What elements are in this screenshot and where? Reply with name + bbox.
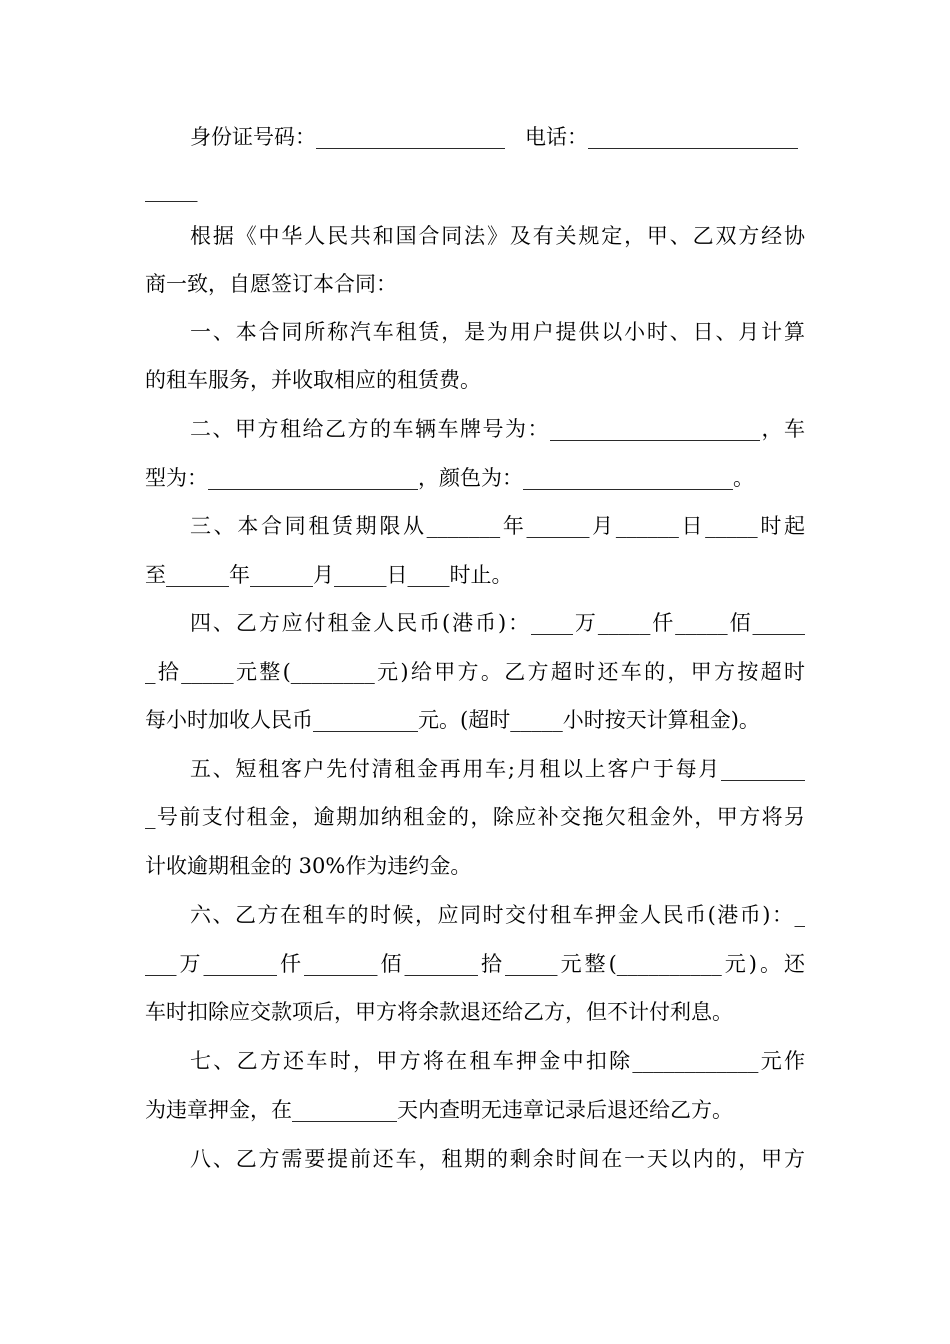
clause-5-line-3: 计收逾期租金的 30%作为违约金。	[145, 854, 472, 878]
clause-1-line-2: 的租车服务，并收取相应的租赁费。	[145, 368, 481, 392]
clause-7-line-2: 为违章押金，在__________天内查明无违章记录后退还给乙方。	[145, 1098, 733, 1122]
clause-4-line-2: _拾_____元整(________元)给甲方。乙方超时还车的，甲方按超时	[145, 660, 805, 684]
clause-3-line-2: 至______年______月_____日____时止。	[145, 563, 513, 587]
clause-2-line-2: 型为：____________________，颜色为：____________________。	[145, 466, 754, 490]
clause-6-line-2: ___万_______仟_______佰_______拾_____元整(__________元)。还	[145, 952, 805, 976]
clause-5-line-2: _号前支付租金，逾期加纳租金的，除应补交拖欠租金外，甲方将另	[145, 805, 805, 829]
clause-8-line-1: 八、乙方需要提前还车，租期的剩余时间在一天以内的，甲方	[190, 1147, 805, 1171]
clause-4-line-3: 每小时加收人民币__________元。(超时_____小时按天计算租金)。	[145, 708, 760, 732]
id-phone-line: 身份证号码：__________________ 电话：____________________	[190, 125, 799, 149]
clause-6-line-1: 六、乙方在租车的时候，应同时交付租车押金人民币(港币)：_	[190, 903, 805, 927]
clause-2-line-1: 二、甲方租给乙方的车辆车牌号为：____________________，车	[190, 417, 805, 441]
preamble-line-1: 根据《中华人民共和国合同法》及有关规定，甲、乙双方经协	[190, 224, 805, 248]
phone-blank-continuation: _____	[145, 178, 198, 202]
clause-5-line-1: 五、短租客户先付清租金再用车;月租以上客户于每月________	[190, 757, 805, 781]
clause-4-line-1: 四、乙方应付租金人民币(港币)：____万_____仟_____佰_____	[190, 611, 805, 635]
clause-1-line-1: 一、本合同所称汽车租赁，是为用户提供以小时、日、月计算	[190, 320, 805, 344]
clause-3-line-1: 三、本合同租赁期限从_______年______月______日_____时起	[190, 514, 805, 538]
preamble-line-2: 商一致，自愿签订本合同：	[145, 272, 397, 296]
clause-7-line-1: 七、乙方还车时，甲方将在租车押金中扣除____________元作	[190, 1049, 805, 1073]
clause-6-line-3: 车时扣除应交款项后，甲方将余款退还给乙方，但不计付利息。	[145, 1000, 733, 1024]
